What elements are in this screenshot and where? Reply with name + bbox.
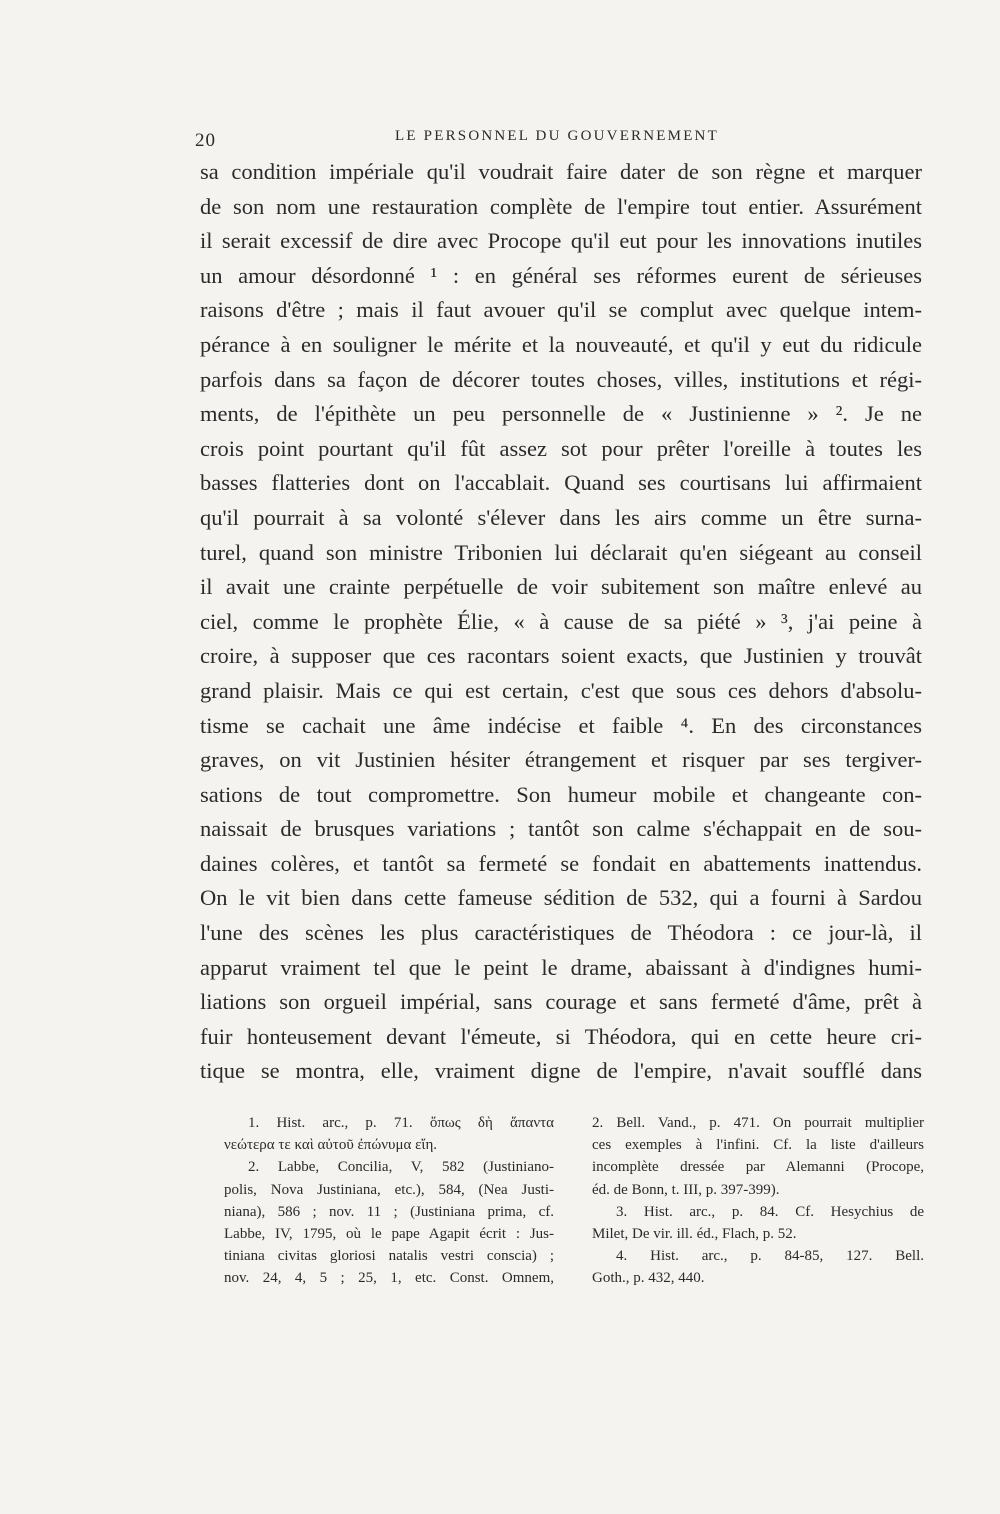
body-line: sa condition impériale qu'il voudrait faire dater de son règne et marquer	[200, 159, 922, 184]
body-line: liations son orgueil impérial, sans courage et sans fermeté d'âme, prêt à	[200, 989, 922, 1015]
footnote-line: 4. Hist. arc., p. 84-85, 127. Bell.	[616, 1248, 924, 1265]
body-line: crois point pourtant qu'il fût assez sot pour prêter l'oreille à toutes les	[200, 435, 922, 461]
body-line: ciel, comme le prophète Élie, « à cause de sa piété » ³, j'ai peine à	[200, 608, 922, 634]
body-line: pérance à en souligner le mérite et la nouveauté, et qu'il y eut du ridicule	[200, 331, 922, 357]
body-line: parfois dans sa façon de décorer toutes choses, villes, institutions et régi-	[200, 366, 922, 392]
footnote-line: Milet, De vir. ill. éd., Flach, p. 52.	[592, 1225, 797, 1242]
footnotes-right-column	[592, 1112, 924, 1290]
body-line: sations de tout compromettre. Son humeur mobile et changeante con-	[200, 781, 922, 807]
footnote-line: ces exemples à l'infini. Cf. la liste d'ailleurs	[592, 1137, 924, 1154]
body-line: grand plaisir. Mais ce qui est certain, c'est que sous ces dehors d'absolu-	[200, 677, 922, 703]
footnote-line: 1. Hist. arc., p. 71. ὅπως δὴ ἅπαντα	[248, 1115, 554, 1131]
footnote-line: polis, Nova Justiniana, etc.), 584, (Nea Justi-	[224, 1181, 554, 1198]
body-line: de son nom une restauration complète de l'empire tout entier. Assurément	[200, 193, 922, 219]
footnote-line: Goth., p. 432, 440.	[592, 1270, 705, 1287]
body-line: croire, à supposer que ces racontars soient exacts, que Justinien y trouvât	[200, 643, 922, 669]
body-line: qu'il pourrait à sa volonté s'élever dans les airs comme un être surna-	[200, 504, 922, 530]
footnote-line: 2. Bell. Vand., p. 471. On pourrait multiplier	[592, 1115, 924, 1131]
body-line: basses flatteries dont on l'accablait. Quand ses courtisans lui affirmaient	[200, 470, 922, 496]
body-line: ments, de l'épithète un peu personnelle de « Justinienne » ². Je ne	[200, 401, 922, 427]
body-line: il serait excessif de dire avec Procope qu'il eut pour les innovations inutiles	[200, 228, 922, 254]
body-line: daines colères, et tantôt sa fermeté se fondait en abattements inattendus.	[200, 850, 922, 876]
body-line: un amour désordonné ¹ : en général ses réformes eurent de sérieuses	[200, 262, 922, 288]
body-line: tique se montra, elle, vraiment digne de l'empire, n'avait soufflé dans	[200, 1058, 922, 1084]
footnote-line: 3. Hist. arc., p. 84. Cf. Hesychius de	[616, 1203, 924, 1220]
body-line: apparut vraiment tel que le peint le drame, abaissant à d'indignes humi-	[200, 954, 922, 980]
body-line: naissait de brusques variations ; tantôt son calme s'échappait en de sou-	[200, 816, 922, 842]
footnote-line: niana), 586 ; nov. 11 ; (Justiniana prima, cf.	[224, 1203, 554, 1220]
body-line: tisme se cachait une âme indécise et faible ⁴. En des circonstances	[200, 712, 922, 738]
body-line: turel, quand son ministre Tribonien lui déclarait qu'en siégeant au conseil	[200, 539, 922, 565]
body-line: fuir honteusement devant l'émeute, si Théodora, qui en cette heure cri-	[200, 1023, 922, 1049]
body-line: On le vit bien dans cette fameuse sédition de 532, qui a fourni à Sardou	[200, 885, 922, 911]
footnotes-left-column	[224, 1112, 554, 1290]
footnote-line: Labbe, IV, 1795, où le pape Agapit écrit : Jus-	[224, 1225, 554, 1242]
footnote-line: nov. 24, 4, 5 ; 25, 1, etc. Const. Omnem,	[224, 1270, 554, 1287]
footnote-line: tiniana civitas gloriosi natalis vestri conscia) ;	[224, 1248, 554, 1265]
footnote-line: 2. Labbe, Concilia, V, 582 (Justiniano-	[248, 1159, 554, 1176]
body-line: graves, on vit Justinien hésiter étrangement et risquer par ses tergiver-	[200, 747, 922, 773]
footnote-line: νεώτερα τε καὶ αὐτοῦ ἐπώνυμα εἴη.	[224, 1137, 438, 1154]
body-text	[200, 155, 922, 1089]
body-line: il avait une crainte perpétuelle de voir subitement son maître enlevé au	[200, 574, 922, 600]
body-line: raisons d'être ; mais il faut avouer qu'il se complut avec quelque intem-	[200, 297, 922, 323]
body-line: l'une des scènes les plus caractéristiques de Théodora : ce jour-là, il	[200, 920, 922, 946]
footnote-line: incomplète dressée par Alemanni (Procope,	[592, 1159, 924, 1176]
running-head: LE PERSONNEL DU GOUVERNEMENT	[395, 128, 719, 144]
footnote-line: éd. de Bonn, t. III, p. 397-399).	[592, 1181, 780, 1198]
page-number: 20	[195, 130, 216, 151]
